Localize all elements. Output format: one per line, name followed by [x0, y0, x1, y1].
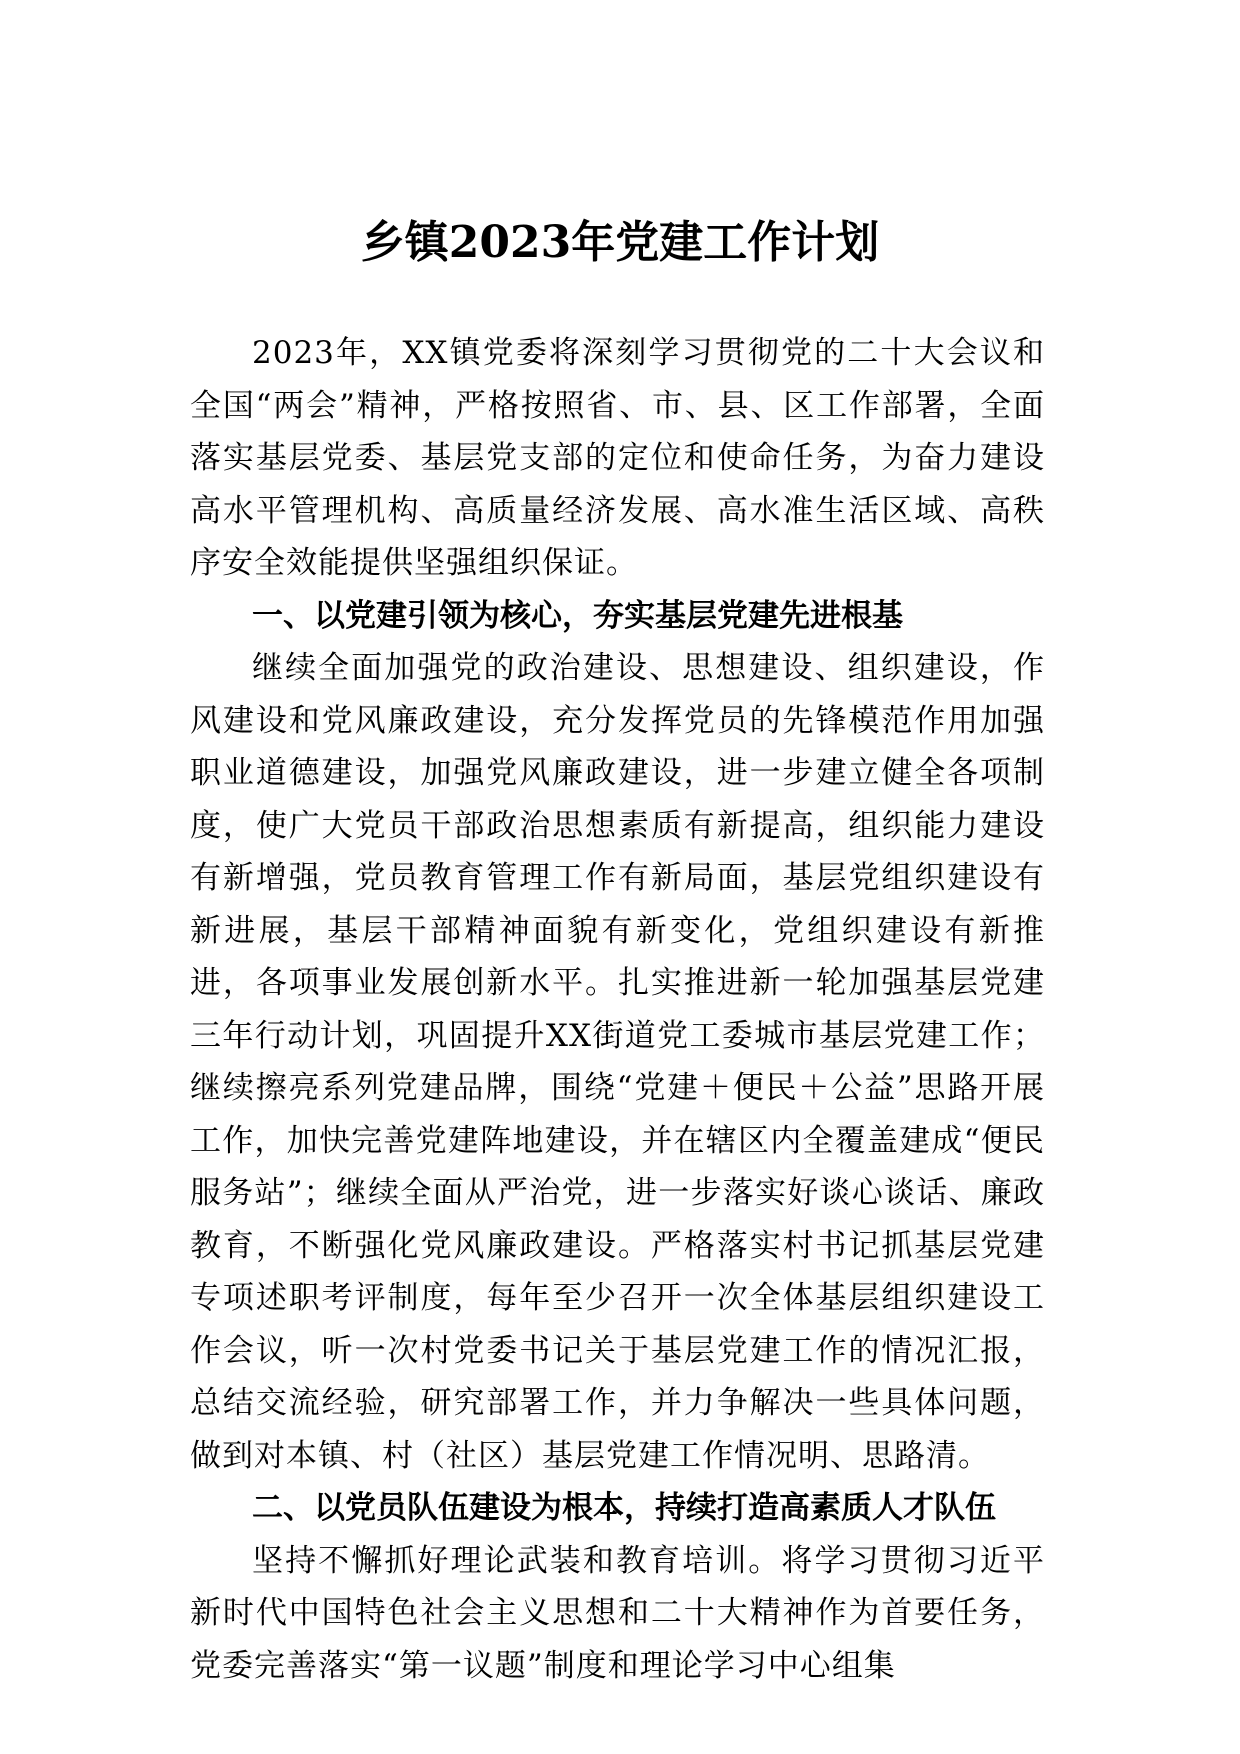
intro-paragraph: 2023年，XX镇党委将深刻学习贯彻党的二十大会议和全国“两会”精神，严格按照省、市、县、区工作部署，全面落实基层党委、基层党支部的定位和使命任务，为奋力建设高水平管理机构、高质量经济发展、高水准生活区域、高秩序安全效能提供坚强组织保证。	[190, 335, 1045, 581]
section-2-paragraph: 坚持不懈抓好理论武装和教育培训。将学习贯彻习近平新时代中国特色社会主义思想和二十大精神作为首要任务，党委完善落实“第一议题”制度和理论学习中心组集	[190, 1542, 1045, 1684]
section-1-heading: 一、以党建引领为核心，夯实基层党建先进根基	[252, 597, 903, 634]
section-1-paragraph: 继续全面加强党的政治建设、思想建设、组织建设，作风建设和党风廉政建设，充分发挥党员的先锋模范作用加强职业道德建设，加强党风廉政建设，进一步建立健全各项制度，使广大党员干部政治思想素质有新提高，组织能力建设有新增强，党员教育管理工作有新局面，基层党组织建设有新进展，基层干部精神面貌有新变化，党组织建设有新推进，各项事业发展创新水平。扎实推进新一轮加强基层党建三年行动计划，巩固提升XX街道党工委城市基层党建工作；继续擦亮系列党建品牌，围绕“党建＋便民＋公益”思路开展工作，加快完善党建阵地建设，并在辖区内全覆盖建成“便民服务站”；继续全面从严治党，进一步落实好谈心谈话、廉政教育，不断强化党风廉政建设。严格落实村书记抓基层党建专项述职考评制度，每年至少召开一次全体基层组织建设工作会议，听一次村党委书记关于基层党建工作的情况汇报，总结交流经验，研究部署工作，并力争解决一些具体问题，做到对本镇、村（社区）基层党建工作情况明、思路清。	[190, 650, 1045, 1474]
section-2-heading: 二、以党员队伍建设为根本，持续打造高素质人才队伍	[252, 1490, 996, 1526]
document-body	[190, 327, 1045, 1692]
document-title: 乡镇2023年党建工作计划	[360, 217, 880, 268]
